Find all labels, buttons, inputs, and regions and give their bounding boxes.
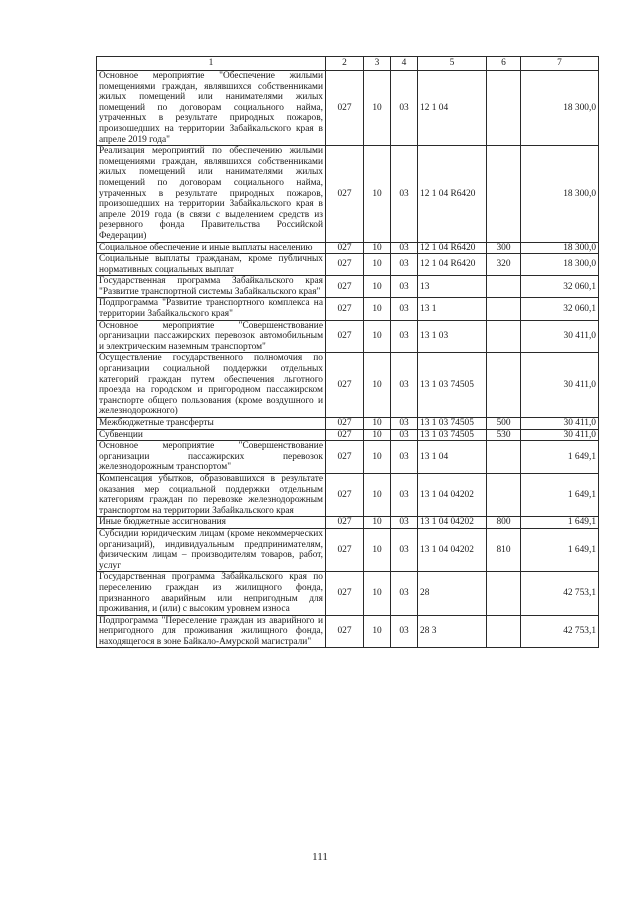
cell-section: 10 — [364, 146, 391, 242]
cell-expense-type — [487, 441, 521, 474]
cell-ministry: 027 — [326, 528, 364, 571]
cell-section: 10 — [364, 276, 391, 298]
cell-target-code: 12 1 04 R6420 — [418, 254, 487, 276]
cell-ministry: 027 — [326, 298, 364, 320]
cell-subsection: 03 — [391, 71, 418, 146]
row-name: Межбюджетные трансферты — [97, 418, 326, 430]
header-row — [97, 57, 599, 71]
cell-subsection: 03 — [391, 254, 418, 276]
cell-target-code: 13 1 04 04202 — [418, 528, 487, 571]
header-col-4: 4 — [391, 57, 418, 71]
cell-subsection: 03 — [391, 242, 418, 254]
cell-target-code: 13 — [418, 276, 487, 298]
table-row — [97, 298, 599, 320]
table-row — [97, 276, 599, 298]
cell-target-code: 13 1 03 74505 — [418, 429, 487, 441]
cell-amount: 1 649,1 — [521, 517, 599, 529]
cell-target-code: 12 1 04 — [418, 71, 487, 146]
table-row — [97, 441, 599, 474]
header-col-1: 1 — [97, 57, 326, 71]
header-col-3: 3 — [364, 57, 391, 71]
cell-expense-type — [487, 298, 521, 320]
row-name: Иные бюджетные ассигнования — [97, 517, 326, 529]
cell-section: 10 — [364, 320, 391, 353]
cell-target-code: 13 1 03 74505 — [418, 353, 487, 418]
cell-subsection: 03 — [391, 517, 418, 529]
row-name: Осуществление государственного полномочия по организации социальной поддержки отдельных категорий граждан путем обеспечения льготного проезда на городском и пригородном пассажирском транспорте общего пользования (кроме воздушного и железнодорожного) — [97, 353, 326, 418]
cell-section: 10 — [364, 298, 391, 320]
table-row — [97, 146, 599, 242]
cell-subsection: 03 — [391, 146, 418, 242]
cell-expense-type — [487, 615, 521, 648]
row-name: Социальное обеспечение и иные выплаты населению — [97, 242, 326, 254]
table-row — [97, 320, 599, 353]
cell-section: 10 — [364, 441, 391, 474]
table-row — [97, 473, 599, 516]
table-row — [97, 353, 599, 418]
cell-section: 10 — [364, 429, 391, 441]
cell-subsection: 03 — [391, 572, 418, 615]
cell-target-code: 13 1 03 — [418, 320, 487, 353]
cell-expense-type — [487, 353, 521, 418]
table-row — [97, 615, 599, 648]
cell-subsection: 03 — [391, 353, 418, 418]
cell-target-code: 28 3 — [418, 615, 487, 648]
cell-ministry: 027 — [326, 320, 364, 353]
cell-ministry: 027 — [326, 473, 364, 516]
cell-section: 10 — [364, 353, 391, 418]
header-col-5: 5 — [418, 57, 487, 71]
cell-section: 10 — [364, 473, 391, 516]
cell-expense-type: 530 — [487, 429, 521, 441]
cell-ministry: 027 — [326, 572, 364, 615]
row-name: Компенсация убытков, образовавшихся в результате оказания мер социальной поддержки отдельным категориям граждан по перевозке железнодорожным транспортом на территории Забайкальского края — [97, 473, 326, 516]
cell-amount: 1 649,1 — [521, 441, 599, 474]
row-name: Основное мероприятие "Обеспечение жилыми помещениями граждан, являвшихся собственниками жилых помещений или нанимателями жилых помещений по договорам социального найма, утраченных в результате природных пожаров, произошедших на территории Забайкальского края в апреле 2019 года" — [97, 71, 326, 146]
cell-amount: 18 300,0 — [521, 146, 599, 242]
cell-ministry: 027 — [326, 429, 364, 441]
table-row — [97, 429, 599, 441]
cell-section: 10 — [364, 517, 391, 529]
cell-amount: 32 060,1 — [521, 298, 599, 320]
cell-expense-type — [487, 473, 521, 516]
cell-target-code: 13 1 04 04202 — [418, 517, 487, 529]
table-row — [97, 572, 599, 615]
cell-section: 10 — [364, 528, 391, 571]
row-name: Основное мероприятие "Совершенствование организации пассажирских перевозок железнодорожным транспортом" — [97, 441, 326, 474]
cell-subsection: 03 — [391, 320, 418, 353]
cell-subsection: 03 — [391, 418, 418, 430]
row-name: Подпрограмма "Развитие транспортного комплекса на территории Забайкальского края" — [97, 298, 326, 320]
cell-expense-type: 500 — [487, 418, 521, 430]
cell-section: 10 — [364, 572, 391, 615]
cell-ministry: 027 — [326, 418, 364, 430]
cell-section: 10 — [364, 71, 391, 146]
cell-target-code: 12 1 04 R6420 — [418, 242, 487, 254]
cell-ministry: 027 — [326, 71, 364, 146]
cell-section: 10 — [364, 615, 391, 648]
cell-target-code: 13 1 04 04202 — [418, 473, 487, 516]
cell-amount: 1 649,1 — [521, 528, 599, 571]
cell-ministry: 027 — [326, 242, 364, 254]
cell-amount: 32 060,1 — [521, 276, 599, 298]
header-col-7: 7 — [521, 57, 599, 71]
row-name: Государственная программа Забайкальского края по переселению граждан из жилищного фонда, признанного аварийным или непригодным для проживания, и (или) с высоким уровнем износа — [97, 572, 326, 615]
cell-amount: 30 411,0 — [521, 353, 599, 418]
table-row — [97, 242, 599, 254]
cell-expense-type — [487, 146, 521, 242]
cell-amount: 18 300,0 — [521, 71, 599, 146]
cell-target-code: 12 1 04 R6420 — [418, 146, 487, 242]
cell-expense-type: 300 — [487, 242, 521, 254]
cell-ministry: 027 — [326, 517, 364, 529]
cell-amount: 1 649,1 — [521, 473, 599, 516]
cell-section: 10 — [364, 242, 391, 254]
page-number: 111 — [312, 851, 328, 863]
cell-target-code: 13 1 — [418, 298, 487, 320]
cell-amount: 30 411,0 — [521, 320, 599, 353]
cell-expense-type — [487, 276, 521, 298]
header-col-6: 6 — [487, 57, 521, 71]
cell-amount: 30 411,0 — [521, 429, 599, 441]
row-name: Подпрограмма "Переселение граждан из аварийного и непригодного для проживания жилищного фонда, находящегося в зоне Байкало-Амурской магистрали" — [97, 615, 326, 648]
header-col-2: 2 — [326, 57, 364, 71]
cell-expense-type: 320 — [487, 254, 521, 276]
cell-subsection: 03 — [391, 528, 418, 571]
row-name: Субсидии юридическим лицам (кроме некоммерческих организаций), индивидуальным предпринимателям, физическим лицам – производителям товаров, работ, услуг — [97, 528, 326, 571]
cell-ministry: 027 — [326, 353, 364, 418]
table-row — [97, 71, 599, 146]
cell-section: 10 — [364, 418, 391, 430]
cell-expense-type — [487, 320, 521, 353]
cell-amount: 18 300,0 — [521, 254, 599, 276]
cell-section: 10 — [364, 254, 391, 276]
cell-expense-type: 800 — [487, 517, 521, 529]
cell-ministry: 027 — [326, 615, 364, 648]
cell-expense-type — [487, 572, 521, 615]
cell-expense-type — [487, 71, 521, 146]
row-name: Основное мероприятие "Совершенствование организации пассажирских перевозок автомобильным и электрическим наземным транспортом" — [97, 320, 326, 353]
cell-target-code: 13 1 03 74505 — [418, 418, 487, 430]
cell-amount: 30 411,0 — [521, 418, 599, 430]
cell-subsection: 03 — [391, 298, 418, 320]
cell-target-code: 28 — [418, 572, 487, 615]
cell-ministry: 027 — [326, 441, 364, 474]
row-name: Государственная программа Забайкальского края "Развитие транспортной системы Забайкальского края" — [97, 276, 326, 298]
cell-ministry: 027 — [326, 254, 364, 276]
cell-subsection: 03 — [391, 473, 418, 516]
cell-ministry: 027 — [326, 146, 364, 242]
cell-ministry: 027 — [326, 276, 364, 298]
cell-subsection: 03 — [391, 615, 418, 648]
cell-subsection: 03 — [391, 441, 418, 474]
table-row — [97, 517, 599, 529]
row-name: Социальные выплаты гражданам, кроме публичных нормативных социальных выплат — [97, 254, 326, 276]
cell-amount: 42 753,1 — [521, 572, 599, 615]
cell-expense-type: 810 — [487, 528, 521, 571]
cell-amount: 42 753,1 — [521, 615, 599, 648]
row-name: Субвенции — [97, 429, 326, 441]
cell-amount: 18 300,0 — [521, 242, 599, 254]
row-name: Реализация мероприятий по обеспечению жилыми помещениями граждан, являвшихся собственниками жилых помещений или нанимателями жилых помещений по договорам социального найма, утраченных в результате природных пожаров, произошедших на территории Забайкальского края в апреле 2019 года (в связи с выделением средств из резервного фонда Правительства Российской Федерации) — [97, 146, 326, 242]
cell-subsection: 03 — [391, 429, 418, 441]
budget-table — [96, 56, 599, 648]
cell-target-code: 13 1 04 — [418, 441, 487, 474]
cell-subsection: 03 — [391, 276, 418, 298]
table-row — [97, 528, 599, 571]
table-row — [97, 254, 599, 276]
table-row — [97, 418, 599, 430]
